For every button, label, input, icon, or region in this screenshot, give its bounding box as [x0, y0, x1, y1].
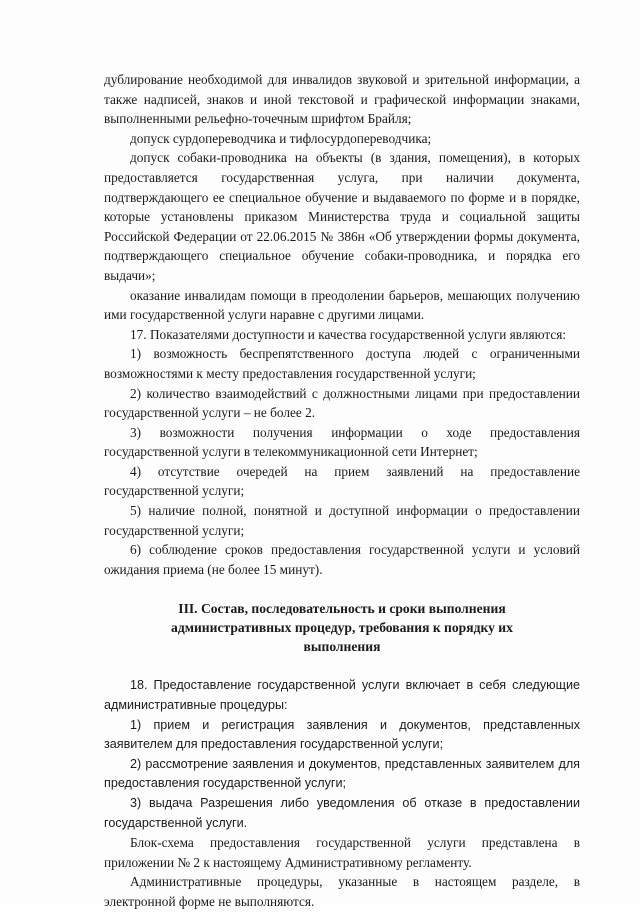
paragraph-interpreter: допуск сурдопереводчика и тифлосурдопереводчика;	[130, 130, 432, 146]
paragraph-guide-dog: допуск собаки-проводника на объекты (в здания, помещения), в которых предоставляется государственная услуга, при наличии документа, подтверждающего ее специальное обучение и выдаваемого по форме и в порядке, которые установлены приказом Министерства труда и социальной защиты Российской Федерации от 22.06.2015 № 386н «Об утверждении формы документа, подтверждающего специальное обучение собаки-проводника, и порядка его выдачи»;	[104, 150, 580, 283]
paragraph-flowchart: Блок-схема предоставления государственной услуги представлена в приложении № 2 к настоящему Административному регламенту.	[104, 835, 580, 870]
paragraph-electronic: Административные процедуры, указанные в настоящем разделе, в электронной форме не выполняются.	[104, 874, 580, 909]
list-item-17-6: 6) соблюдение сроков предоставления государственной услуги и условий ожидания приема (не более 15 минут).	[104, 542, 580, 577]
list-item-18-2: 2) рассмотрение заявления и документов, представленных заявителем для предоставления государственной услуги;	[104, 756, 580, 791]
paragraph-18-heading: 18. Предоставление государственной услуги включает в себя следующие административные процедуры:	[104, 678, 580, 713]
list-item-18-1: 1) прием и регистрация заявления и документов, представленных заявителем для предоставления государственной услуги;	[104, 717, 580, 752]
section-title: III. Состав, последовательность и сроки выполнения административных процедур, требования к порядку их выполнения	[171, 601, 513, 655]
paragraph-assistance: оказание инвалидам помощи в преодолении барьеров, мешающих получению ими государственной услуги наравне с другими лицами.	[104, 287, 580, 323]
list-item-17-2: 2) количество взаимодействий с должностными лицами при предоставлении государственной услуги – не более 2.	[104, 385, 580, 421]
document-body	[104, 70, 580, 912]
list-item-17-4: 4) отсутствие очередей на прием заявлений на предоставление государственной услуги;	[104, 463, 580, 499]
list-item-17-5: 5) наличие полной, понятной и доступной информации о предоставлении государственной услуги;	[104, 503, 580, 538]
list-item-18-3: 3) выдача Разрешения либо уведомления об отказе в предоставлении государственной услуги.	[104, 796, 580, 830]
list-item-17-3: 3) возможности получения информации о ходе предоставления государственной услуги в телекоммуникационной сети Интернет;	[104, 424, 580, 460]
paragraph-17-heading: 17. Показателями доступности и качества государственной услуги являются:	[130, 326, 567, 342]
list-item-17-1: 1) возможность беспрепятственного доступа людей с ограниченными возможностями к месту предоставления государственной услуги;	[104, 346, 580, 381]
paragraph-braille: дублирование необходимой для инвалидов звуковой и зрительной информации, а также надписей, знаков и иной текстовой и графической информации знаками, выполненными рельефно-точечным шрифтом Брайля;	[104, 72, 580, 127]
